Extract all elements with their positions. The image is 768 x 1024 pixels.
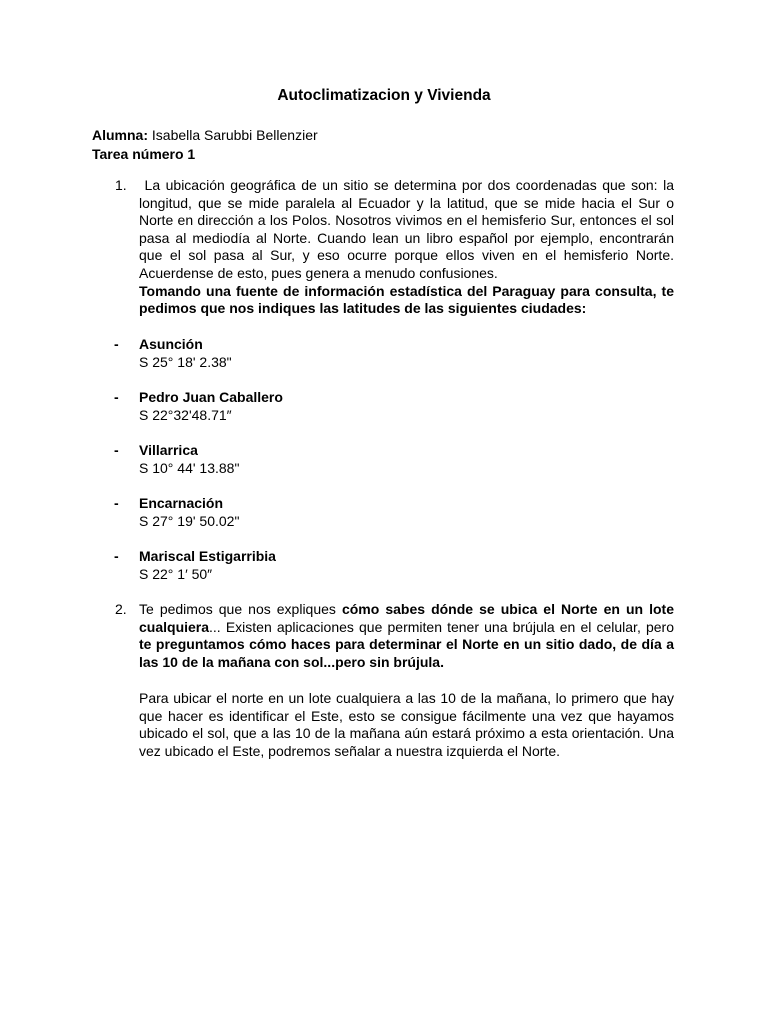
city-latitude: S 25° 18' 2.38" — [139, 353, 232, 370]
question-2-text — [139, 601, 678, 671]
city-name: Asunción — [139, 336, 203, 352]
city-name: Pedro Juan Caballero — [139, 389, 283, 405]
list-dash: - — [114, 548, 119, 564]
list-dash: - — [114, 442, 119, 458]
city-name: Encarnación — [139, 495, 224, 511]
document-meta — [92, 126, 318, 164]
question-2-part3: ... Existen aplicaciones que permiten tener una brújula en el celular, pero — [209, 618, 678, 635]
city-latitude: S 10° 44' 13.88" — [139, 459, 240, 476]
question-1 — [92, 177, 678, 318]
city-latitude: S 27° 19' 50.02" — [139, 512, 240, 529]
question-2-number: 2. — [115, 601, 127, 617]
student-name: Isabella Sarubbi Bellenzier — [151, 127, 318, 143]
list-dash: - — [114, 336, 119, 352]
list-item-city — [92, 336, 674, 371]
list-dash: - — [114, 495, 119, 511]
list-item-city — [92, 389, 674, 424]
city-latitude: S 22°32'48.71″ — [139, 406, 232, 423]
question-1-number: 1. — [115, 177, 127, 193]
city-name: Villarrica — [139, 442, 198, 458]
question-2 — [92, 601, 678, 671]
question-2-part4: te preguntamos cómo haces para determinar el Norte en un sitio dado, de día a las 10 de la mañana con sol...pero sin brújula. — [139, 636, 674, 670]
document-title: Autoclimatizacion y Vivienda — [277, 87, 491, 104]
list-item-city — [92, 442, 674, 477]
question-1-text: La ubicación geográfica de un sitio se determina por dos coordenadas que son: la longitud, que se mide paralela al Ecuador y la latitud, que se mide hacia el Sur o Norte en dirección a los Polos. Nosotros vivimos en el hemisferio Sur, entonces el sol pasa al mediodía al Norte. Cuando lean un libro español por ejemplo, encontrarán que el sol pasa al Sur, y eso ocurre porque ellos viven en el hemisferio Norte. Acuerdense de esto, pues genera a menudo confusiones. — [139, 177, 678, 281]
student-label: Alumna: — [92, 127, 148, 143]
question-2-answer: Para ubicar el norte en un lote cualquiera a las 10 de la mañana, lo primero que hay que hacer es identificar el Este, esto se consigue fácilmente una vez que hayamos ubicado el sol, que a las 10 de la mañana aún estará próximo a esta orientación. Una vez ubicado el Este, podremos señalar a nuestra izquierda el Norte. — [139, 690, 674, 759]
question-1-prompt: Tomando una fuente de información estadística del Paraguay para consulta, te pedimos que nos indiques las latitudes de las siguientes ciudades: — [139, 282, 674, 317]
list-item-city — [92, 495, 674, 530]
question-2-part1: Te pedimos que nos expliques — [139, 601, 342, 617]
city-name: Mariscal Estigarribia — [139, 548, 276, 564]
city-latitude: S 22° 1′ 50″ — [139, 565, 213, 582]
list-dash: - — [114, 389, 119, 405]
list-item-city — [92, 548, 674, 583]
question-2-part2: cómo sabes dónde se ubica el Norte en un lote cualquiera — [139, 601, 675, 635]
assignment-label: Tarea número 1 — [92, 146, 196, 162]
student-line — [92, 126, 318, 145]
